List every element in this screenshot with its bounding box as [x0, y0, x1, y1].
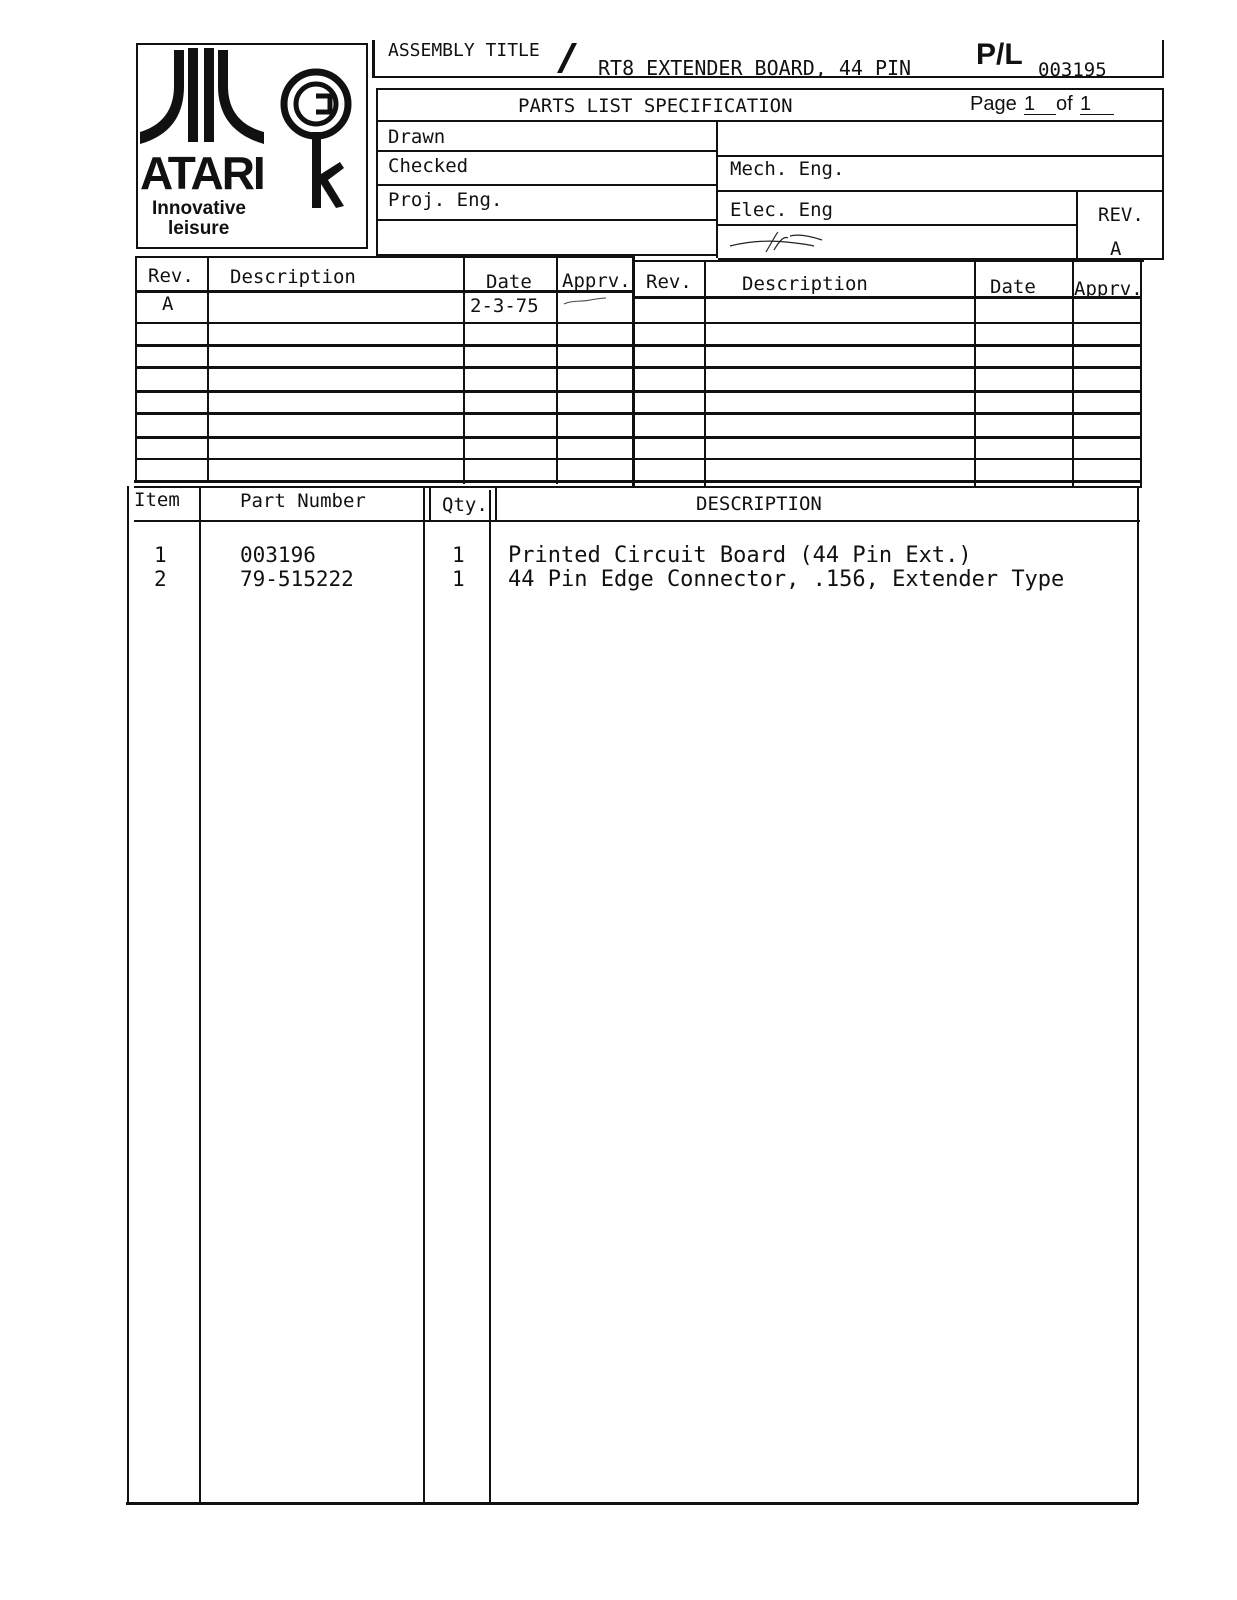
mech-eng-label: Mech. Eng.	[730, 158, 845, 180]
drawn-label: Drawn	[388, 126, 446, 148]
pl-number: 003195	[1038, 59, 1107, 81]
gk-key-logo-icon	[280, 68, 352, 212]
pl-label: P/L	[976, 38, 1023, 71]
rev-top-left	[136, 256, 634, 258]
parts-col-divider-item	[199, 486, 201, 1504]
signoff-right-border	[1162, 120, 1164, 258]
page-label: Page	[970, 93, 1017, 115]
parts-col-divider-qty-right	[495, 486, 497, 522]
signoff-rule-7	[718, 224, 1078, 226]
signoff-rule-4	[376, 184, 718, 186]
rev-header-apprv-left: Apprv.	[562, 270, 631, 292]
signoff-rule-3	[718, 155, 1164, 157]
rev-row-rule-1	[136, 322, 1142, 324]
rev-header-date-right: Date	[990, 276, 1036, 298]
atari-logo-icon	[138, 46, 268, 148]
page-of: of	[1056, 93, 1073, 115]
rev-header-apprv-right: Apprv.	[1074, 278, 1143, 300]
parts-row-2-description: 44 Pin Edge Connector, .156, Extender Type	[508, 567, 1065, 592]
assembly-title-value: RT8 EXTENDER BOARD, 44 PIN	[598, 56, 912, 80]
parts-header-description: DESCRIPTION	[696, 493, 822, 515]
rev-row-rule-3	[136, 366, 1142, 369]
rev-box-divider	[1076, 192, 1078, 258]
spec-title: PARTS LIST SPECIFICATION	[518, 95, 793, 117]
parts-row-2-item: 2	[154, 567, 167, 591]
rev-row-1-rev: A	[162, 293, 174, 315]
rev-col-left-border	[135, 256, 137, 482]
rev-col-divider-3	[556, 256, 558, 484]
parts-bottom-rule	[126, 1502, 1138, 1505]
page-number: 1	[1024, 94, 1056, 115]
rev-header-desc-left: Description	[230, 266, 356, 288]
parts-row-1-description: Printed Circuit Board (44 Pin Ext.)	[508, 543, 972, 568]
parts-header-item: Item	[134, 489, 180, 511]
assembly-title-label: ASSEMBLY TITLE	[388, 40, 540, 61]
rev-bottom-rule-2	[134, 486, 1142, 488]
parts-row-1-item: 1	[154, 543, 167, 567]
parts-row-1-qty: 1	[452, 543, 465, 567]
slash-mark-icon	[556, 42, 578, 74]
rev-header-desc-right: Description	[742, 273, 868, 295]
rev-header-rev-right: Rev.	[646, 271, 692, 293]
rev-col-divider-2	[463, 256, 465, 484]
atari-brand-text: ATARI	[140, 147, 264, 199]
rev-header-rev-left: Rev.	[148, 265, 194, 287]
rev-header-rule-left	[136, 290, 634, 293]
parts-header-qty: Qty.	[442, 494, 488, 516]
rev-header-date-left: Date	[486, 271, 532, 293]
rev-row-1-date: 2-3-75	[470, 295, 539, 317]
rev-top-right	[634, 260, 1144, 262]
parts-header-rule	[134, 520, 1140, 522]
rev-row-rule-2	[136, 344, 1142, 347]
logo-tagline-1: Innovative	[152, 198, 246, 219]
checked-label: Checked	[388, 155, 469, 177]
parts-col-right-border	[1137, 488, 1139, 1504]
parts-col-divider-qty-left	[429, 486, 431, 522]
rev-row-rule-5	[136, 412, 1142, 415]
rev-col-divider-6	[974, 262, 976, 488]
parts-col-left-border	[127, 486, 129, 1504]
rev-row-rule-7	[136, 458, 1142, 460]
rev-row-rule-6	[136, 436, 1142, 439]
page-total: 1	[1080, 94, 1114, 115]
parts-row-2-part-number: 79-515222	[240, 567, 354, 591]
signoff-mid-divider	[716, 120, 718, 258]
rev-bottom-rule	[134, 480, 1142, 483]
approval-initials-scribble-icon	[562, 296, 608, 308]
parts-row-1-part-number: 003196	[240, 543, 316, 567]
parts-header-part-number: Part Number	[240, 490, 366, 512]
rev-col-center-divider	[632, 256, 635, 486]
rev-col-divider-1	[207, 256, 209, 482]
parts-col-divider-partno	[423, 486, 425, 1504]
signoff-rule-5	[718, 190, 1164, 192]
signoff-rule-2	[376, 150, 718, 152]
logo-tagline-2: leisure	[168, 218, 230, 239]
elec-eng-label: Elec. Eng	[730, 199, 833, 221]
signoff-left-border	[376, 120, 378, 254]
signoff-rule-1	[376, 120, 1164, 122]
signoff-rule-6	[376, 219, 718, 221]
parts-col-divider-qty	[489, 490, 491, 1504]
parts-row-2-qty: 1	[452, 567, 465, 591]
signature-scribble-icon	[726, 228, 846, 256]
rev-row-rule-4	[136, 390, 1142, 393]
rev-value: A	[1110, 238, 1122, 260]
rev-label: REV.	[1098, 204, 1144, 226]
rev-header-rule-right	[634, 296, 1142, 299]
rev-col-divider-5	[704, 260, 706, 486]
proj-eng-label: Proj. Eng.	[388, 189, 503, 211]
